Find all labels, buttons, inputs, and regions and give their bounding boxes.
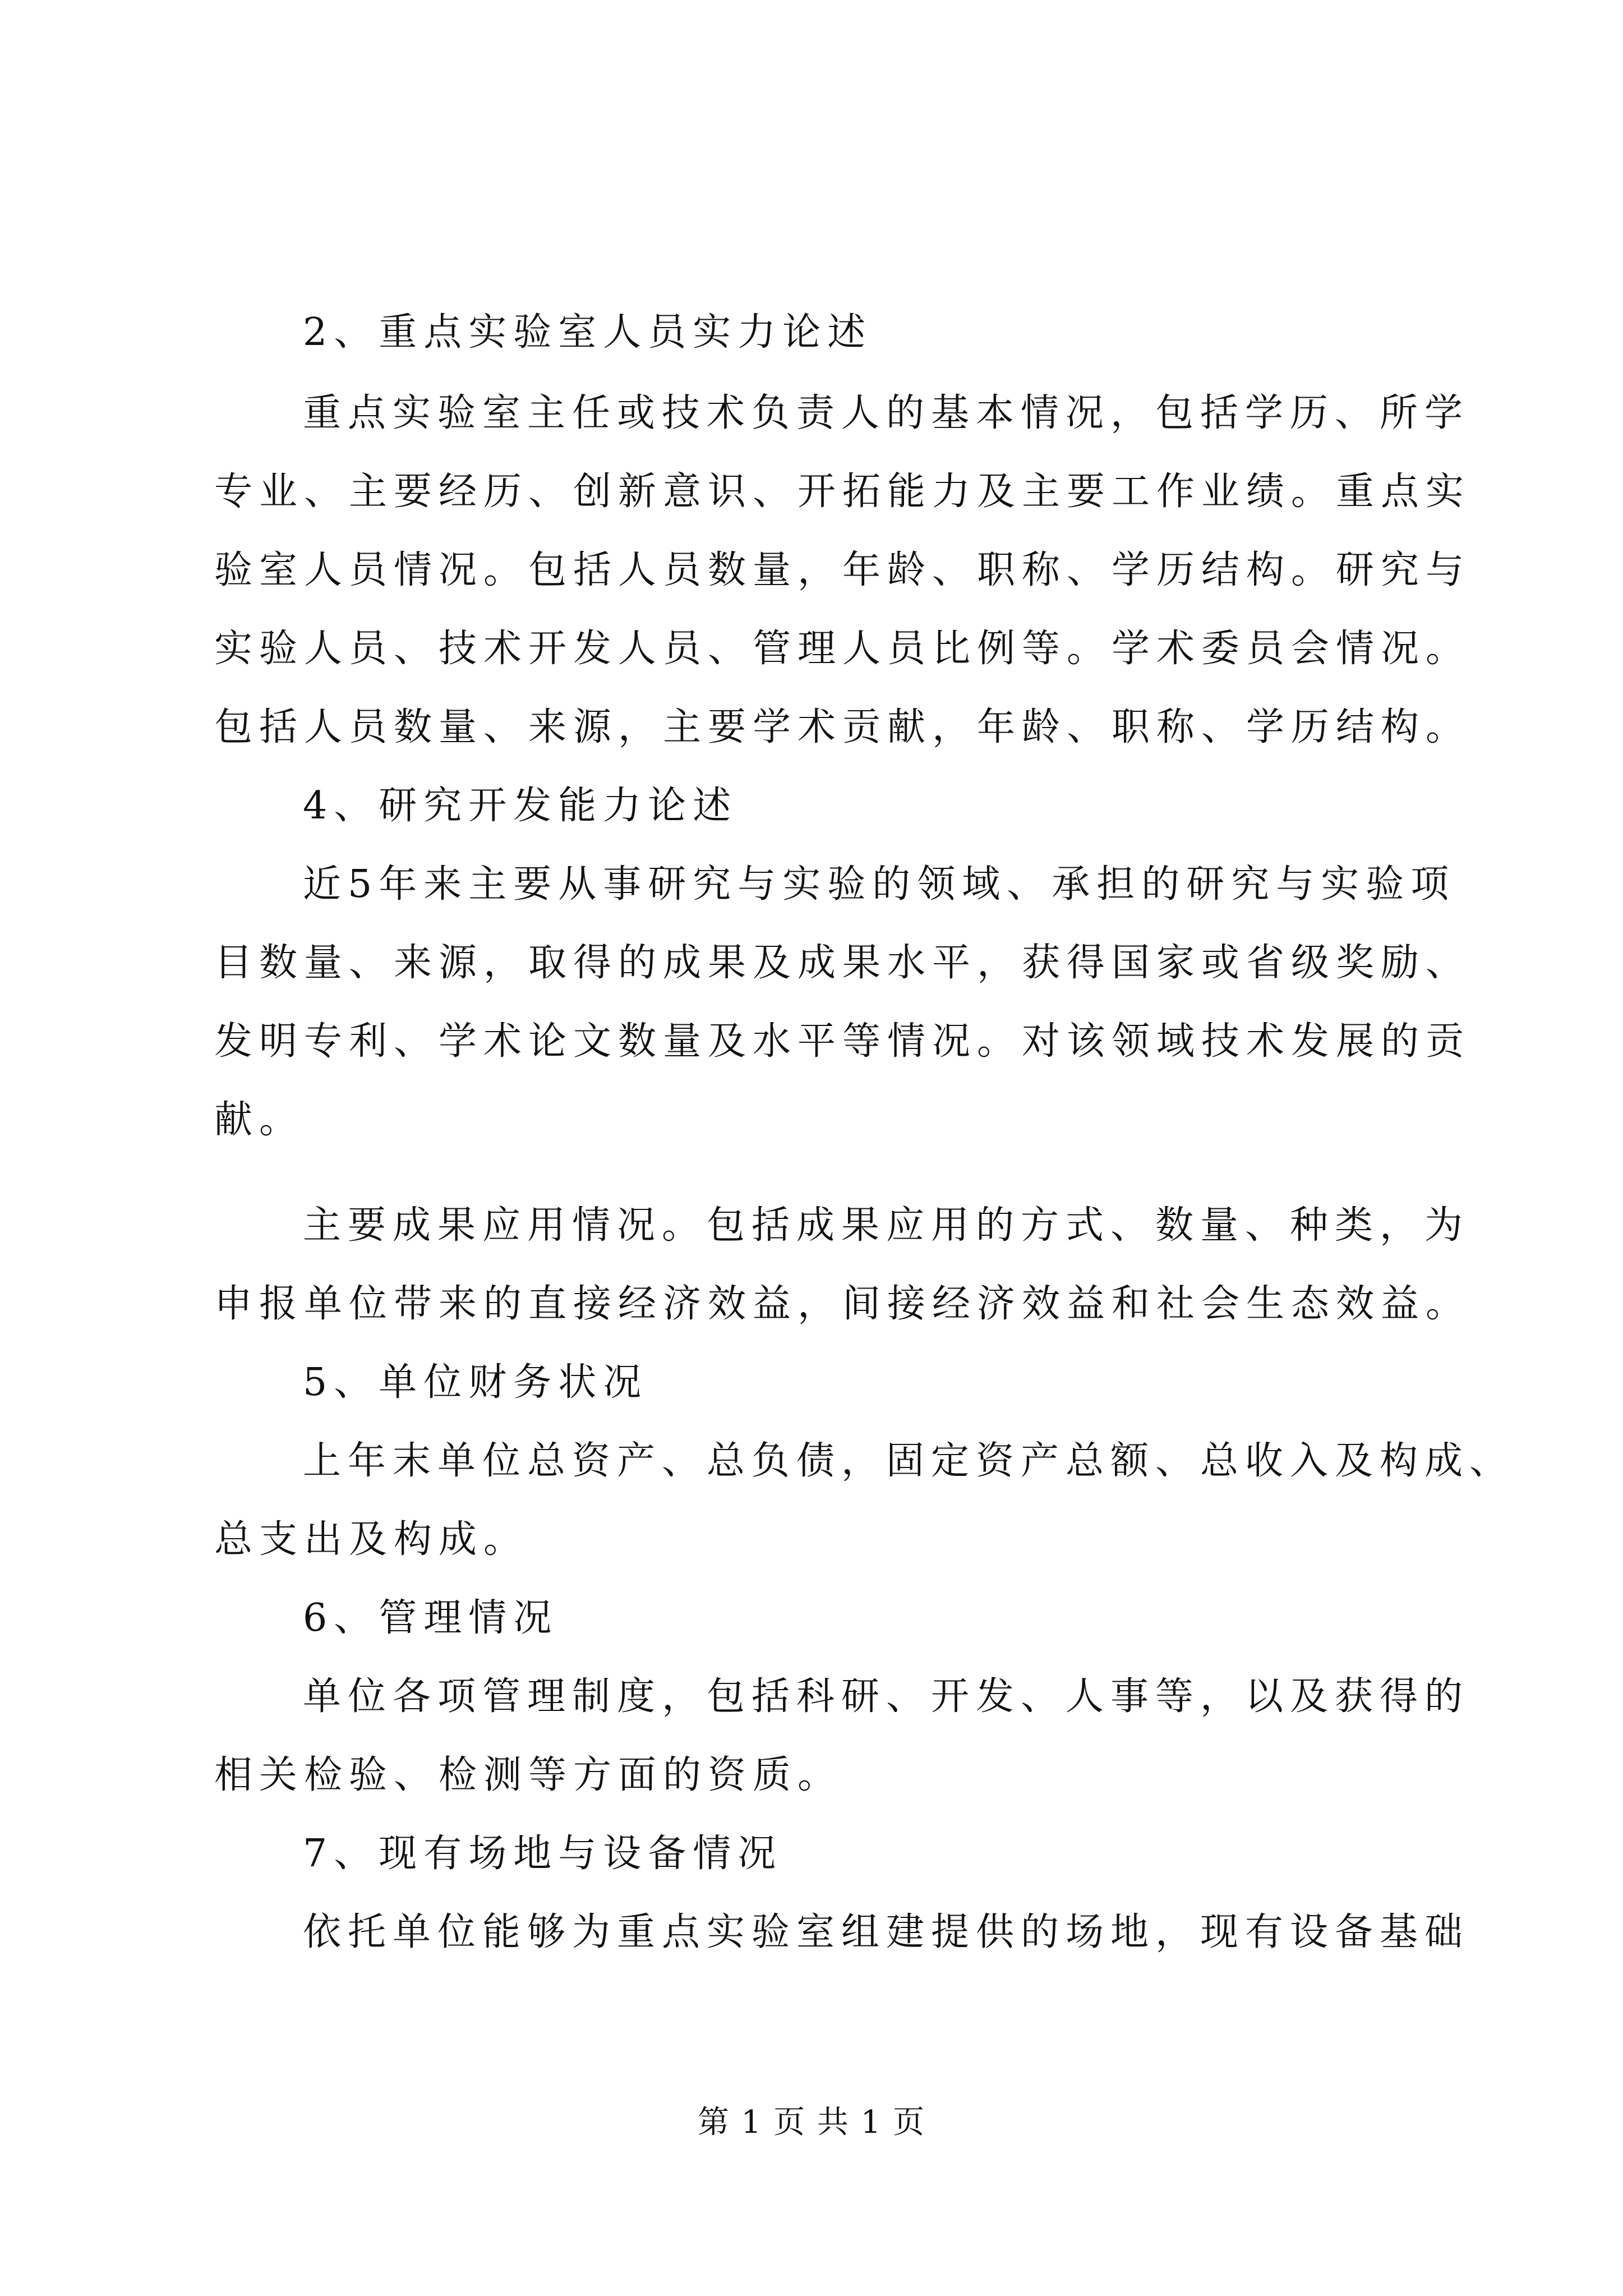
section-heading-2: 2、重点实验室人员实力论述: [303, 310, 873, 355]
paragraph-line: 单位各项管理制度，包括科研、开发、人事等，以及获得的: [303, 1674, 1470, 1719]
paragraph-line: 相关检验、检测等方面的资质。: [214, 1753, 843, 1797]
paragraph-line: 目数量、来源，取得的成果及成果水平，获得国家或省级奖励、: [214, 941, 1471, 985]
section-heading-6: 6、管理情况: [303, 1596, 559, 1640]
paragraph-line: 专业、主要经历、创新意识、开拓能力及主要工作业绩。重点实: [214, 470, 1471, 514]
page-number-footer: 第 1 页 共 1 页: [697, 2104, 926, 2141]
paragraph-line: 主要成果应用情况。包括成果应用的方式、数量、种类，为: [303, 1203, 1470, 1248]
paragraph-line: 包括人员数量、来源，主要学术贡献，年龄、职称、学历结构。: [214, 705, 1471, 749]
section-heading-4: 4、研究开发能力论述: [303, 784, 738, 828]
paragraph-line: 依托单位能够为重点实验室组建提供的场地，现有设备基础: [303, 1910, 1470, 1954]
paragraph-line: 上年末单位总资产、总负债，固定资产总额、总收入及构成、: [303, 1439, 1515, 1483]
paragraph-line: 近5年来主要从事研究与实验的领域、承担的研究与实验项: [303, 862, 1456, 907]
paragraph-line: 总支出及构成。: [214, 1517, 529, 1562]
paragraph-line: 验室人员情况。包括人员数量，年龄、职称、学历结构。研究与: [214, 548, 1471, 592]
paragraph-line: 申报单位带来的直接经济效益，间接经济效益和社会生态效益。: [214, 1282, 1471, 1326]
paragraph-line: 献。: [214, 1098, 305, 1142]
paragraph-line: 重点实验室主任或技术负责人的基本情况，包括学历、所学: [303, 391, 1470, 435]
section-heading-7: 7、现有场地与设备情况: [303, 1832, 783, 1876]
section-heading-5: 5、单位财务状况: [303, 1360, 648, 1405]
paragraph-line: 发明专利、学术论文数量及水平等情况。对该领域技术发展的贡: [214, 1019, 1471, 1064]
paragraph-line: 实验人员、技术开发人员、管理人员比例等。学术委员会情况。: [214, 627, 1471, 671]
